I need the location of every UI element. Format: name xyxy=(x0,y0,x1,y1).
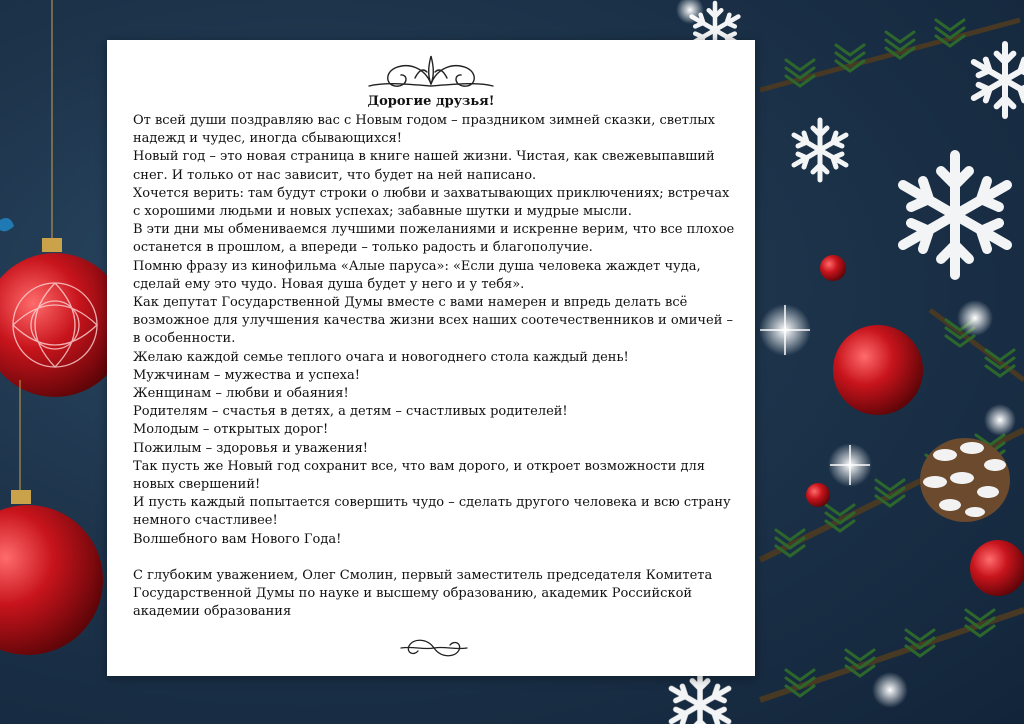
flourish-ornament-top xyxy=(365,48,497,92)
letter-title: Дорогие друзья! xyxy=(367,94,495,109)
paragraph: Помню фразу из кинофильма «Алые паруса»: «Если душа человека жаждет чуда, сделай ему это чудо. Новая душа будет у него и у тебя». xyxy=(133,258,701,292)
red-bauble-small xyxy=(970,540,1024,596)
paragraph: Родителям – счастья в детях, а детям – счастливых родителей! xyxy=(133,404,568,420)
paragraph: Как депутат Государственной Думы вместе с вами намерен и впредь делать всё возможное для улучшения качества жизни всех наших соотечественников и омичей – в особенности. xyxy=(133,295,734,347)
paragraph: Хочется верить: там будут строки о любви и захватывающих приключениях; встречах с хорошими людьми и новых успехах; забавные шутки и мудрые мысли. xyxy=(133,185,730,220)
paragraph: Молодым – открытых дорог! xyxy=(133,422,329,438)
paragraph: И пусть каждый попытается совершить чудо – сделать другого человека и всю страну немного счастливее! xyxy=(133,495,731,529)
red-bauble-right xyxy=(833,325,923,415)
paragraph: Новый год – это новая страница в книге нашей жизни. Чистая, как свежевыпавший снег. И только от нас зависит, что будет на ней написано. xyxy=(133,149,715,183)
paragraph: Так пусть же Новый год сохранит все, что вам дорого, и откроет возможности для новых свершений! xyxy=(133,458,705,493)
paragraph: Волшебного вам Нового Года! xyxy=(133,531,342,547)
bauble-cap xyxy=(42,238,62,252)
paragraph: От всей души поздравляю вас с Новым годом – праздником зимней сказки, светлых надежд и чудес, иногда сбывающихся! xyxy=(133,113,715,147)
paragraph: Пожилым – здоровья и уважения! xyxy=(133,440,368,456)
letter-body xyxy=(133,112,739,621)
paragraph: Женщинам – любви и обаяния! xyxy=(133,386,349,402)
paragraph: Мужчинам – мужества и успеха! xyxy=(133,367,360,383)
letter-paper xyxy=(107,40,755,676)
red-bauble-left-bottom xyxy=(0,505,103,655)
paragraph: В эти дни мы обмениваемся лучшими пожеланиями и искренне верим, что все плохое останется в прошлом, а впереди – только радость и благополучие. xyxy=(133,222,735,256)
pine-cone xyxy=(920,438,1010,522)
flourish-ornament-bottom xyxy=(399,634,469,660)
paragraph: Желаю каждой семье теплого очага и новогоднего стола каждый день! xyxy=(133,349,629,365)
signature: С глубоким уважением, Олег Смолин, первый заместитель председателя Комитета Государственной Думы по науке и высшему образованию, академик Российской академии образования xyxy=(133,567,713,620)
